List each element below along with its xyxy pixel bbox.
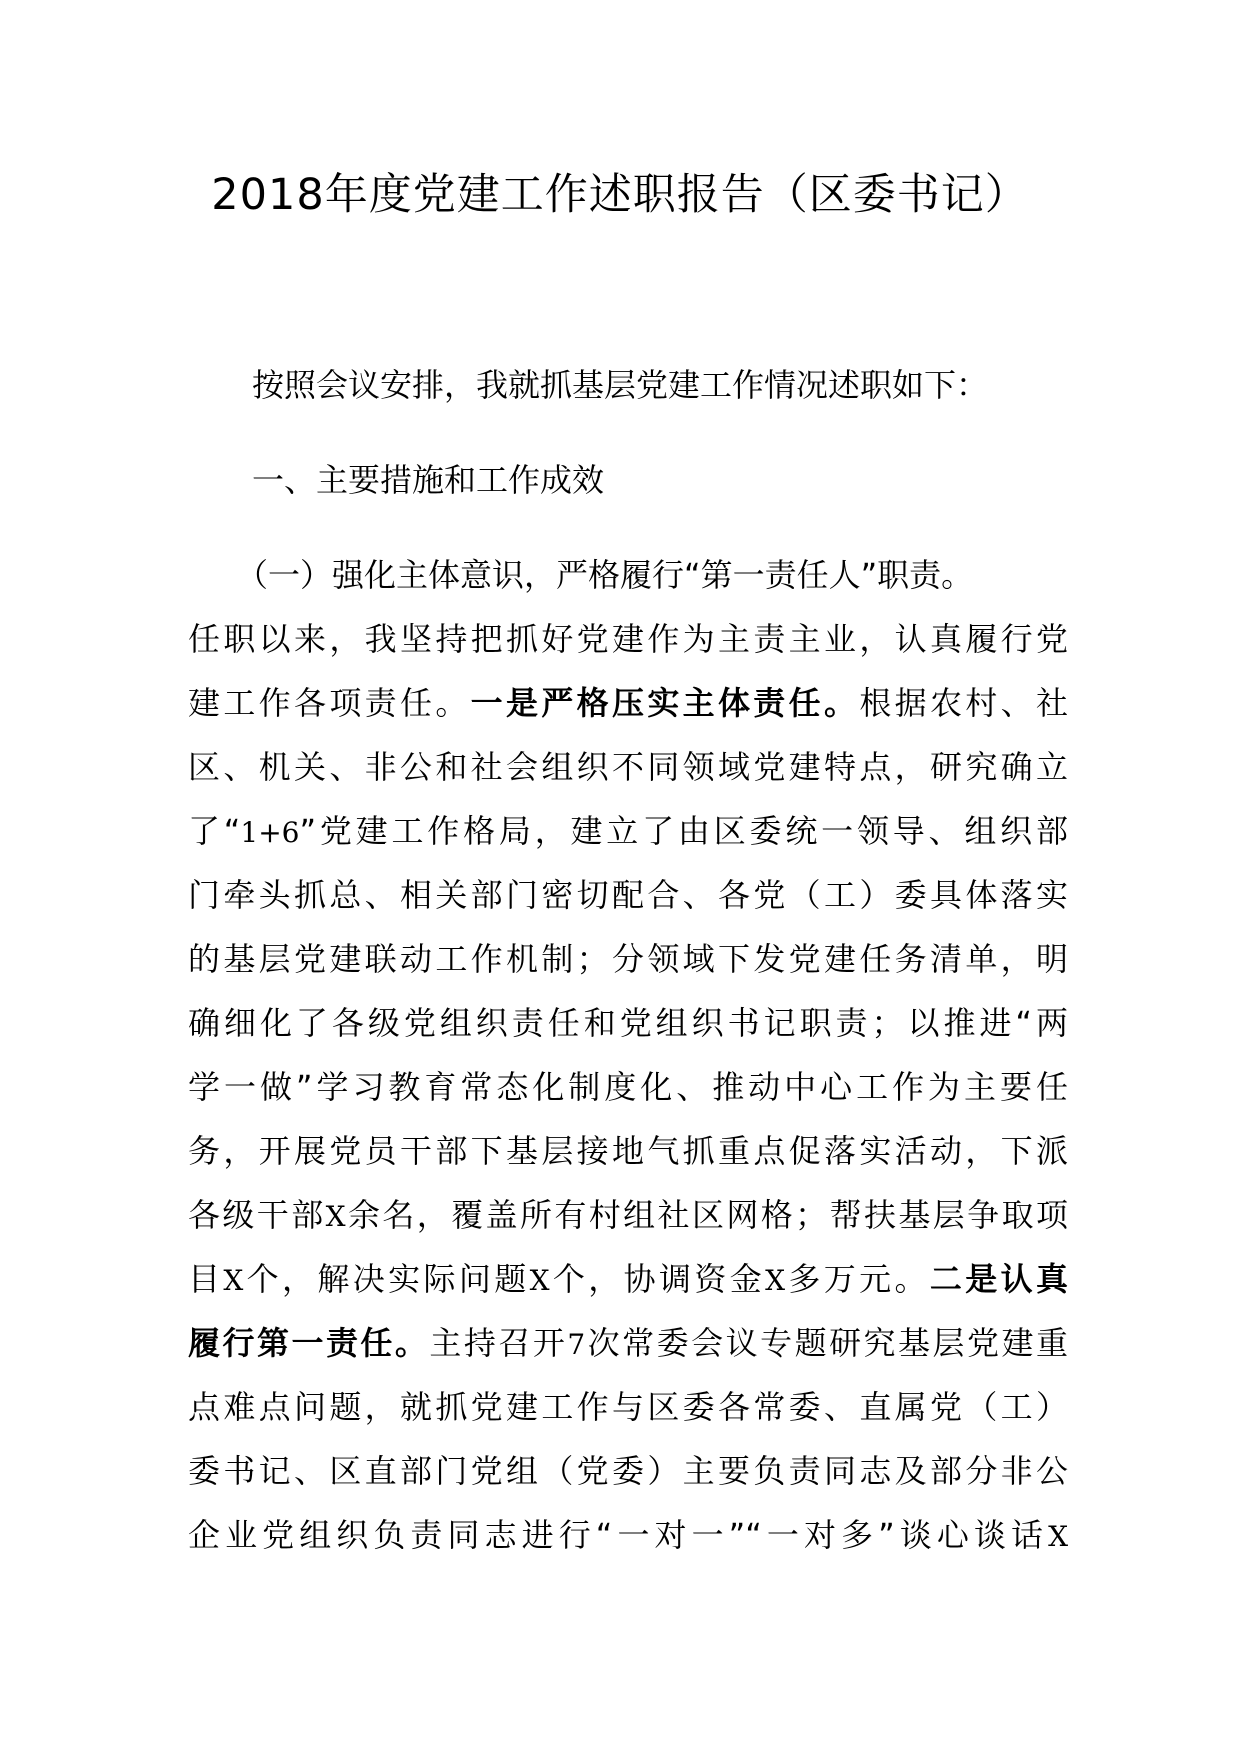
subsection-heading: （一）强化主体意识，严格履行“第一责任人”职责。 bbox=[236, 556, 974, 594]
body-line: 各级干部X余名，覆盖所有村组社区网格；帮扶基层争取项 bbox=[188, 1196, 1068, 1234]
document-title: 2018年度党建工作述职报告（区委书记） bbox=[211, 170, 1029, 220]
body-line: 任职以来，我坚持把抓好党建作为主责主业，认真履行党 bbox=[188, 620, 1068, 658]
emphasis-text: 二是认真 bbox=[929, 1260, 1068, 1298]
section-heading: 一、主要措施和工作成效 bbox=[252, 461, 605, 499]
intro-paragraph: 按照会议安排，我就抓基层党建工作情况述职如下： bbox=[252, 366, 989, 404]
body-line: 委书记、区直部门党组（党委）主要负责同志及部分非公 bbox=[188, 1452, 1068, 1490]
emphasis-text: 履行第一责任。 bbox=[188, 1324, 430, 1362]
body-line: 点难点问题，就抓党建工作与区委各常委、直属党（工） bbox=[188, 1388, 1068, 1426]
body-line: 企业党组织负责同志进行“一对一”“一对多”谈心谈话X bbox=[188, 1516, 1068, 1554]
body-line: 了“1+6”党建工作格局，建立了由区委统一领导、组织部 bbox=[188, 812, 1068, 850]
body-line: 履行第一责任。主持召开7次常委会议专题研究基层党建重 bbox=[188, 1324, 1068, 1362]
body-line: 门牵头抓总、相关部门密切配合、各党（工）委具体落实 bbox=[188, 876, 1068, 914]
body-line: 确细化了各级党组织责任和党组织书记职责；以推进“两 bbox=[188, 1004, 1068, 1042]
body-line: 务，开展党员干部下基层接地气抓重点促落实活动，下派 bbox=[188, 1132, 1068, 1170]
body-line: 学一做”学习教育常态化制度化、推动中心工作为主要任 bbox=[188, 1068, 1068, 1106]
body-line: 区、机关、非公和社会组织不同领域党建特点，研究确立 bbox=[188, 748, 1068, 786]
emphasis-text: 一是严格压实主体责任。 bbox=[470, 684, 860, 722]
body-line: 的基层党建联动工作机制；分领域下发党建任务清单，明 bbox=[188, 940, 1068, 978]
body-line: 建工作各项责任。一是严格压实主体责任。根据农村、社 bbox=[188, 684, 1068, 722]
body-line: 目X个，解决实际问题X个，协调资金X多万元。二是认真 bbox=[188, 1260, 1068, 1298]
